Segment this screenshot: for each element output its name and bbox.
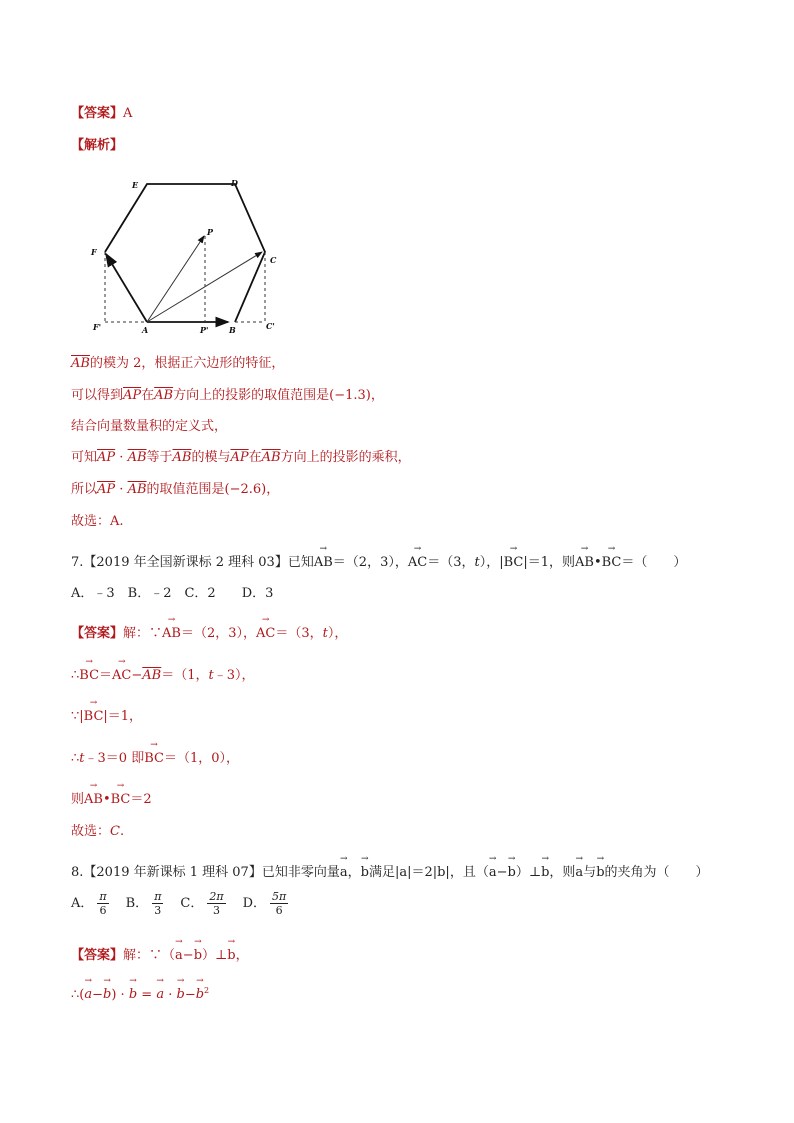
text: 在 bbox=[248, 450, 262, 465]
vec-bc: → BC bbox=[602, 555, 622, 570]
vec-bc: → BC bbox=[144, 751, 164, 766]
vec-ac: → AC bbox=[256, 626, 275, 641]
analysis-line-2 bbox=[71, 384, 384, 403]
vec-bc: → BC bbox=[84, 709, 104, 724]
var-t: t bbox=[322, 626, 328, 641]
vec-b: → b bbox=[541, 865, 549, 880]
label-a: A bbox=[142, 325, 149, 335]
answer-value: A bbox=[123, 106, 133, 121]
q7-answer-3 bbox=[71, 705, 142, 724]
text: − bbox=[131, 668, 143, 683]
vec-a: → a bbox=[175, 948, 183, 963]
text: ），| bbox=[479, 555, 504, 570]
vec-b: → b bbox=[194, 948, 202, 963]
vec-b: → b bbox=[103, 987, 111, 1002]
vec-ap: $\overline{AP}$ bbox=[97, 450, 116, 465]
q7-answer-4 bbox=[71, 747, 239, 766]
hexagon-figure bbox=[88, 170, 298, 340]
text: ，则 bbox=[549, 865, 576, 880]
analysis-label: 【解析】 bbox=[71, 138, 124, 153]
fraction-c bbox=[207, 890, 225, 917]
label-f-prime: F' bbox=[93, 322, 102, 332]
analysis-line-4 bbox=[71, 446, 411, 465]
superscript: 2 bbox=[204, 986, 210, 995]
text: • bbox=[593, 555, 602, 570]
q7-options bbox=[71, 582, 273, 601]
text: 方向上的投影的乘积， bbox=[280, 450, 411, 465]
text: 故选： bbox=[71, 824, 111, 839]
vec-ap: $\overline{AP}$ bbox=[123, 388, 142, 403]
text: ＝（2，3）， bbox=[180, 626, 257, 641]
label-f: F bbox=[91, 247, 97, 257]
text: 故选：A. bbox=[71, 514, 124, 529]
text: ∴ bbox=[71, 751, 80, 766]
q7-answer-5 bbox=[71, 788, 152, 807]
vec-b: → b bbox=[227, 948, 235, 963]
option-b: B． bbox=[112, 896, 149, 911]
text: 在 bbox=[141, 388, 155, 403]
text: ＝（3， bbox=[275, 626, 323, 641]
analysis-line-3 bbox=[71, 415, 227, 434]
vec-ab: $\overline{AB}$ bbox=[127, 450, 147, 465]
choice-c: C bbox=[110, 824, 120, 839]
text: · bbox=[164, 987, 177, 1003]
answer-label: 【答案】 bbox=[71, 106, 124, 121]
analysis-line-5 bbox=[71, 478, 279, 497]
fraction-d bbox=[270, 890, 288, 917]
text: − bbox=[92, 987, 104, 1003]
vec-ab: → AB bbox=[84, 792, 103, 807]
vec-ac: → AC bbox=[408, 555, 427, 570]
vec-ab: $\overline{AB}$ bbox=[172, 450, 192, 465]
text: 方向上的投影的取值范围是(−1.3)， bbox=[173, 388, 384, 403]
analysis-line bbox=[71, 134, 123, 153]
vec-ab: → AB bbox=[314, 555, 333, 570]
text: ∴( bbox=[71, 987, 85, 1003]
text: 可知 bbox=[71, 450, 98, 465]
vec-ab: → AB bbox=[162, 626, 181, 641]
numerator: π bbox=[154, 890, 162, 903]
text: |＝1，则 bbox=[523, 555, 575, 570]
text: ＝2 bbox=[130, 792, 152, 807]
vec-bc: → BC bbox=[504, 555, 524, 570]
vec-bc: → BC bbox=[79, 668, 99, 683]
label-b: B bbox=[229, 325, 236, 335]
denominator: 6 bbox=[99, 904, 107, 917]
text: 则 bbox=[71, 792, 85, 807]
text: 解：∵ bbox=[123, 626, 163, 641]
text: ， bbox=[347, 865, 361, 880]
vec-a: → a bbox=[489, 865, 497, 880]
vec-ap: $\overline{AP}$ bbox=[97, 482, 116, 497]
vec-b: → b bbox=[508, 865, 516, 880]
text: ) · bbox=[111, 987, 129, 1003]
label-p-prime: P' bbox=[200, 325, 209, 335]
text: 解：∵（ bbox=[123, 948, 176, 963]
vec-ap: $\overline{AP}$ bbox=[230, 450, 249, 465]
label-p: P bbox=[207, 227, 214, 237]
text: 的夹角为（ ） bbox=[604, 865, 709, 880]
answer-label: 【答案】 bbox=[71, 626, 124, 641]
var-t: t bbox=[79, 751, 85, 766]
text: ∵| bbox=[71, 709, 84, 724]
numerator: 2π bbox=[209, 890, 224, 903]
analysis-line-1 bbox=[71, 352, 284, 371]
vec-a: → a bbox=[575, 865, 583, 880]
text: ＝（3， bbox=[427, 555, 475, 570]
text: 的取值范围是(−2.6)， bbox=[146, 482, 280, 497]
vec-ac: → AC bbox=[112, 668, 131, 683]
text: ＝（1，0）， bbox=[163, 751, 239, 766]
vec-b: → b bbox=[596, 865, 604, 880]
text: ＝（1， bbox=[161, 668, 209, 683]
vec-a: → a bbox=[84, 987, 92, 1002]
vec-ab: $\overline{AB}$ bbox=[127, 482, 147, 497]
label-c-prime: C' bbox=[266, 321, 275, 331]
label-e: E bbox=[132, 180, 139, 190]
text: 等于 bbox=[146, 450, 173, 465]
vec-b: → b bbox=[176, 987, 184, 1002]
text: 所以 bbox=[71, 482, 98, 497]
q7-answer-1 bbox=[71, 622, 347, 641]
fraction-b bbox=[152, 890, 163, 917]
q7-stem-prefix: 7.【2019 年全国新课标 2 理科 03】已知 bbox=[71, 555, 314, 570]
vec-ab: $\overline{AB}$ bbox=[142, 668, 162, 683]
option-d: D． bbox=[229, 896, 267, 911]
vec-ab: $\overline{AB}$ bbox=[154, 388, 174, 403]
label-c: C bbox=[270, 255, 277, 265]
text: · bbox=[115, 482, 128, 497]
vec-b: → b bbox=[361, 865, 369, 880]
text: 满足|a|＝2|b|，且（ bbox=[368, 865, 489, 880]
q7-answer-6 bbox=[71, 820, 124, 839]
denominator: 6 bbox=[275, 904, 283, 917]
numerator: 5π bbox=[272, 890, 287, 903]
edge-fa bbox=[106, 254, 147, 322]
q7-options-text: A．﹣3 B．﹣2 C．2 D．3 bbox=[71, 586, 274, 601]
vec-a: → a bbox=[156, 987, 164, 1002]
text: 可以得到 bbox=[71, 388, 124, 403]
text: • bbox=[102, 792, 111, 807]
hexagon-edges bbox=[105, 184, 265, 322]
text: 的模与 bbox=[191, 450, 231, 465]
text: ﹣3）， bbox=[213, 668, 255, 683]
q8-stem bbox=[71, 861, 709, 880]
text: − bbox=[182, 948, 194, 963]
q8-answer-2 bbox=[71, 986, 209, 1002]
denominator: 3 bbox=[212, 904, 220, 917]
option-c: C． bbox=[167, 896, 204, 911]
text: ＝ bbox=[99, 668, 113, 683]
denominator: 3 bbox=[154, 904, 162, 917]
analysis-text-1: 的模为 2，根据正六边形的特征， bbox=[89, 356, 285, 371]
text: ）⊥ bbox=[202, 948, 228, 963]
text: ∴ bbox=[71, 668, 80, 683]
option-a: A． bbox=[71, 896, 94, 911]
analysis-line-6 bbox=[71, 510, 124, 529]
answer-label: 【答案】 bbox=[71, 948, 124, 963]
text: − bbox=[496, 865, 508, 880]
text: ）， bbox=[327, 626, 348, 641]
vec-b: → b bbox=[129, 987, 137, 1002]
text: · bbox=[115, 450, 128, 465]
q7-stem bbox=[71, 551, 686, 570]
text: − bbox=[184, 987, 196, 1003]
vec-ab: $\overline{AB}$ bbox=[261, 450, 281, 465]
text: = bbox=[137, 987, 157, 1003]
var-t: t bbox=[208, 668, 214, 683]
q8-options bbox=[71, 890, 292, 917]
q8-stem-prefix: 8.【2019 年新课标 1 理科 07】已知非零向量 bbox=[71, 865, 340, 880]
text: ， bbox=[235, 948, 249, 963]
q7-answer-2 bbox=[71, 664, 255, 683]
text: ﹣3＝0 即 bbox=[84, 751, 145, 766]
q8-answer-1 bbox=[71, 944, 249, 963]
numerator: π bbox=[99, 890, 107, 903]
text: . bbox=[119, 824, 125, 839]
answer-line bbox=[71, 102, 132, 121]
vec-a: → a bbox=[340, 865, 348, 880]
text: |＝1， bbox=[103, 709, 143, 724]
vec-bc: → BC bbox=[111, 792, 131, 807]
vector-ap bbox=[147, 236, 204, 322]
text: ＝（ ） bbox=[621, 555, 687, 570]
var-t: t bbox=[474, 555, 480, 570]
text: 结合向量数量积的定义式， bbox=[71, 419, 228, 434]
text: 与 bbox=[583, 865, 597, 880]
vec-ab: → AB bbox=[575, 555, 594, 570]
vec-b: → b bbox=[196, 987, 204, 1002]
text: ＝（2，3）， bbox=[332, 555, 408, 570]
fraction-a bbox=[97, 890, 108, 917]
label-d: D bbox=[231, 178, 238, 188]
vec-ab: $\overline{AB}$ bbox=[71, 356, 90, 371]
text: ）⊥ bbox=[515, 865, 542, 880]
